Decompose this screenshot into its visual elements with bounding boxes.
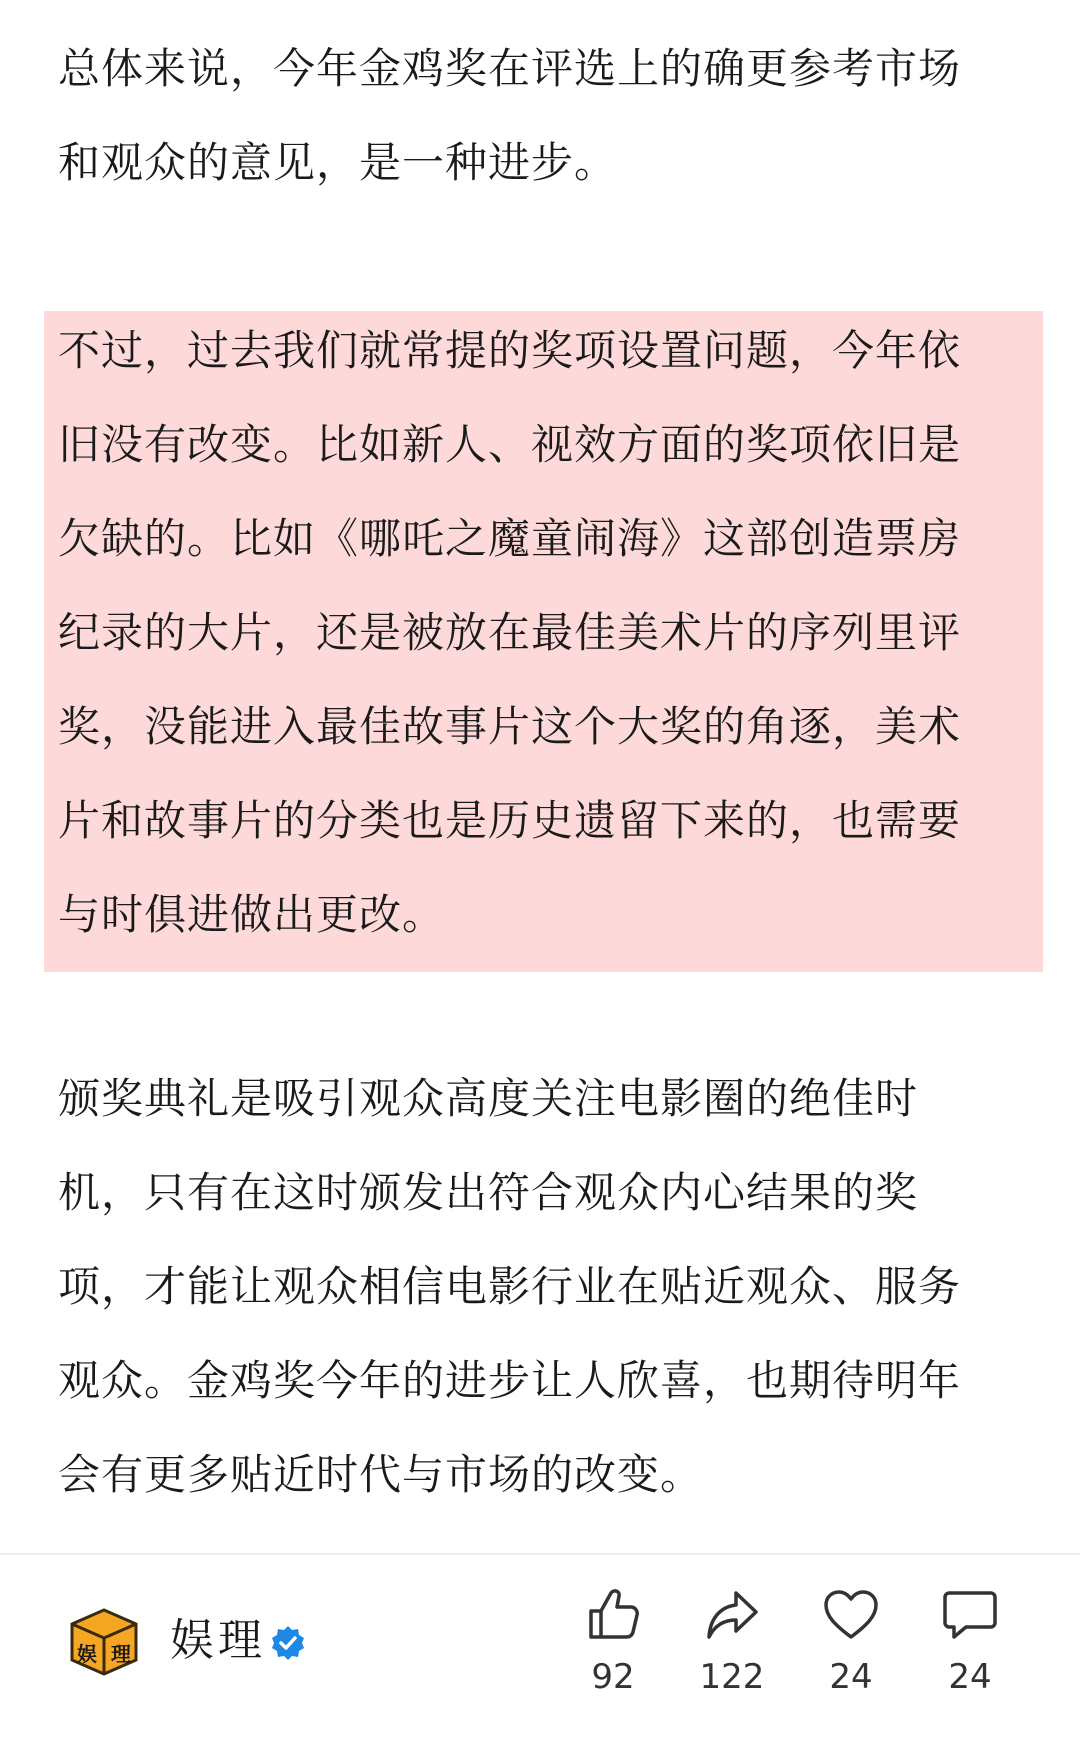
- post-footer-bar: [0, 1553, 1080, 1737]
- article-paragraph-highlighted: 不过，过去我们就常提的奖项设置问题，今年依 旧没有改变。比如新人、视效方面的奖项依旧是 欠缺的。比如《哪吒之魔童闹海》这部创造票房 纪录的大片，还是被放在最佳美术片的序列里评 奖，没能进入最佳故事片这个大奖的角逐，美术 片和故事片的分类也是历史遗留下来的，也需要 与时俱进做出更改。: [58, 326, 962, 939]
- favorite-count: 24: [829, 1657, 873, 1697]
- like-button[interactable]: [553, 1585, 673, 1715]
- thumbs-up-icon: [583, 1585, 643, 1645]
- comment-bubble-icon: [940, 1585, 1000, 1645]
- heart-icon: [821, 1585, 881, 1645]
- verified-badge-icon: [270, 1625, 306, 1661]
- article-paragraph: 颁奖典礼是吸引观众高度关注电影圈的绝佳时 机，只有在这时颁发出符合观众内心结果的奖 项，才能让观众相信电影行业在贴近观众、服务 观众。金鸡奖今年的进步让人欣喜，也期待明年 会有更多贴近时代与市场的改变。: [58, 1074, 962, 1499]
- article-paragraph: 总体来说，今年金鸡奖在评选上的确更参考市场 和观众的意见，是一种进步。: [58, 44, 962, 187]
- comment-count: 24: [948, 1657, 992, 1697]
- avatar-char-1: 娱: [77, 1642, 97, 1666]
- author-name[interactable]: 娱理: [170, 1615, 266, 1666]
- avatar-char-2: 理: [111, 1642, 131, 1666]
- yuli-logo-icon: [66, 1604, 142, 1680]
- share-button[interactable]: [672, 1585, 792, 1715]
- favorite-button[interactable]: [791, 1585, 911, 1715]
- avatar[interactable]: [66, 1604, 142, 1680]
- share-count: 122: [699, 1657, 765, 1697]
- like-count: 92: [591, 1657, 635, 1697]
- share-arrow-icon: [702, 1585, 762, 1645]
- comment-button[interactable]: [910, 1585, 1030, 1715]
